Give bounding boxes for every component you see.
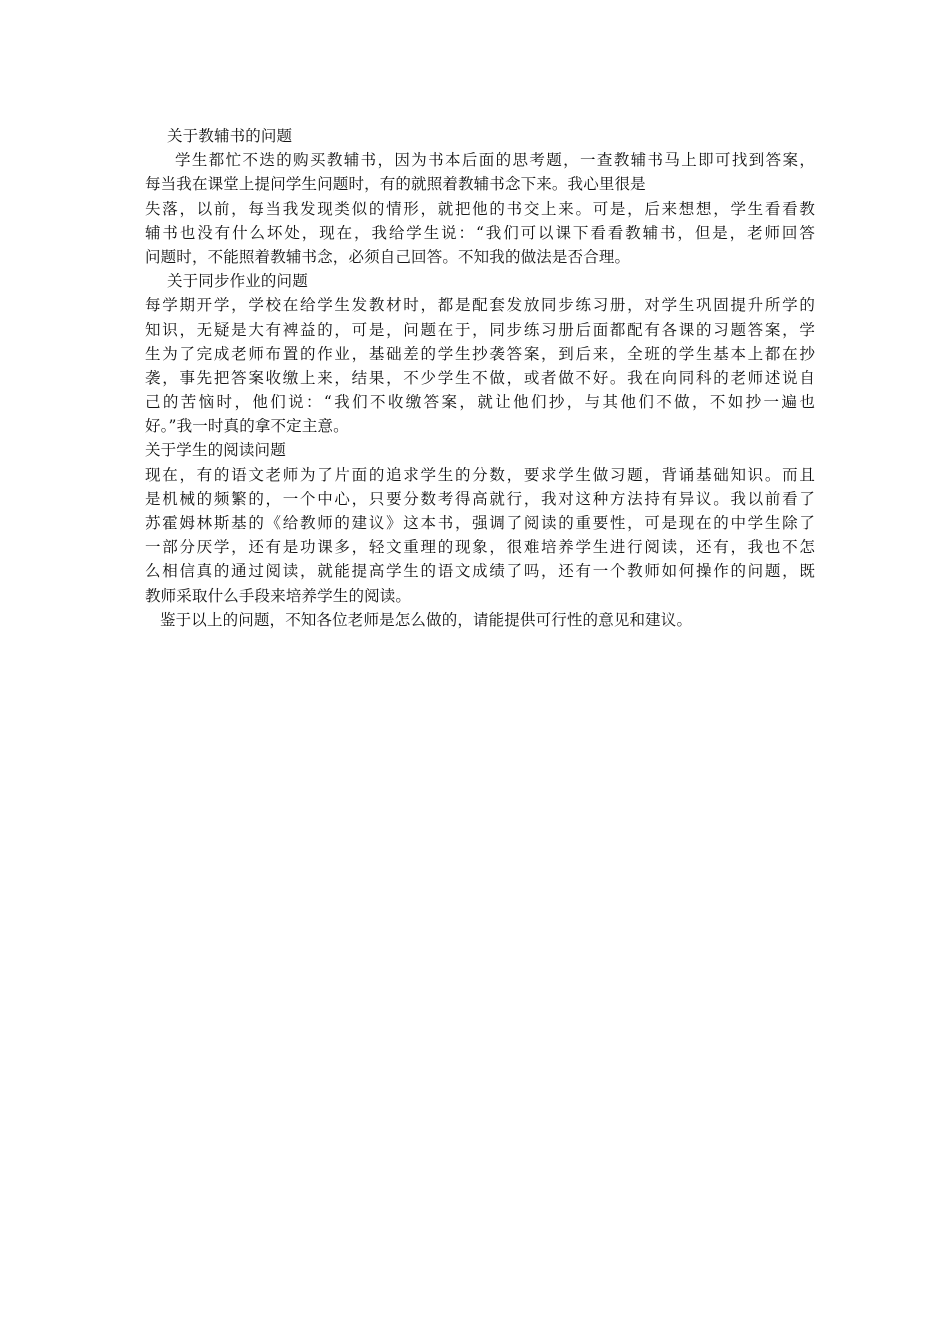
paragraph-line: 是机械的频繁的，一个中心，只要分数考得高就行，我对这种方法持有异议。我以前看了 [145, 489, 815, 508]
section-title-reading: 关于学生的阅读问题 [145, 441, 286, 460]
paragraph-line: 好。”我一时真的拿不定主意。 [145, 417, 349, 436]
paragraph-line: 知识，无疑是大有裨益的，可是，问题在于，同步练习册后面都配有各课的习题答案，学 [145, 320, 815, 339]
paragraph-line: 己的苦恼时，他们说：“我们不收缴答案，就让他们抄，与其他们不做，不如抄一遍也 [145, 393, 815, 412]
document-page [145, 124, 815, 632]
paragraph-line: 袭，事先把答案收缴上来，结果，不少学生不做，或者做不好。我在向同科的老师述说自 [145, 368, 815, 387]
paragraph-line: 苏霍姆林斯基的《给教师的建议》这本书，强调了阅读的重要性，可是现在的中学生除了 [145, 514, 815, 532]
section-title-tutorial-books: 关于教辅书的问题 [167, 127, 293, 145]
paragraph-line: 生为了完成老师布置的作业，基础差的学生抄袭答案，到后来，全班的学生基本上都在抄 [145, 344, 815, 363]
section-title-sync-homework: 关于同步作业的问题 [167, 272, 308, 291]
paragraph-line: 一部分厌学，还有是功课多，轻文重理的现象，很难培养学生进行阅读，还有，我也不怎 [145, 538, 815, 557]
paragraph-line: 教师采取什么手段来培养学生的阅读。 [145, 586, 412, 605]
paragraph-line: 么相信真的通过阅读，就能提高学生的语文成绩了吗，还有一个教师如何操作的问题，既 [145, 562, 815, 581]
paragraph-line: 学生都忙不迭的购买教辅书，因为书本后面的思考题，一查教辅书马上即可找到答案， [175, 151, 815, 170]
closing-paragraph: 鉴于以上的问题，不知各位老师是怎么做的，请能提供可行性的意见和建议。 [160, 610, 693, 629]
paragraph-line: 问题时，不能照着教辅书念，必须自己回答。不知我的做法是否合理。 [145, 247, 631, 266]
paragraph-line: 失落，以前，每当我发现类似的情形，就把他的书交上来。可是，后来想想，学生看看教 [145, 199, 815, 218]
paragraph-line: 辅书也没有什么坏处，现在，我给学生说：“我们可以课下看看教辅书，但是，老师回答 [145, 223, 815, 242]
paragraph-line: 每当我在课堂上提问学生问题时，有的就照着教辅书念下来。我心里很是 [145, 175, 646, 194]
paragraph-line: 每学期开学，学校在给学生发教材时，都是配套发放同步练习册，对学生巩固提升所学的 [145, 296, 815, 315]
paragraph-line: 现在，有的语文老师为了片面的追求学生的分数，要求学生做习题，背诵基础知识。而且 [145, 465, 815, 484]
